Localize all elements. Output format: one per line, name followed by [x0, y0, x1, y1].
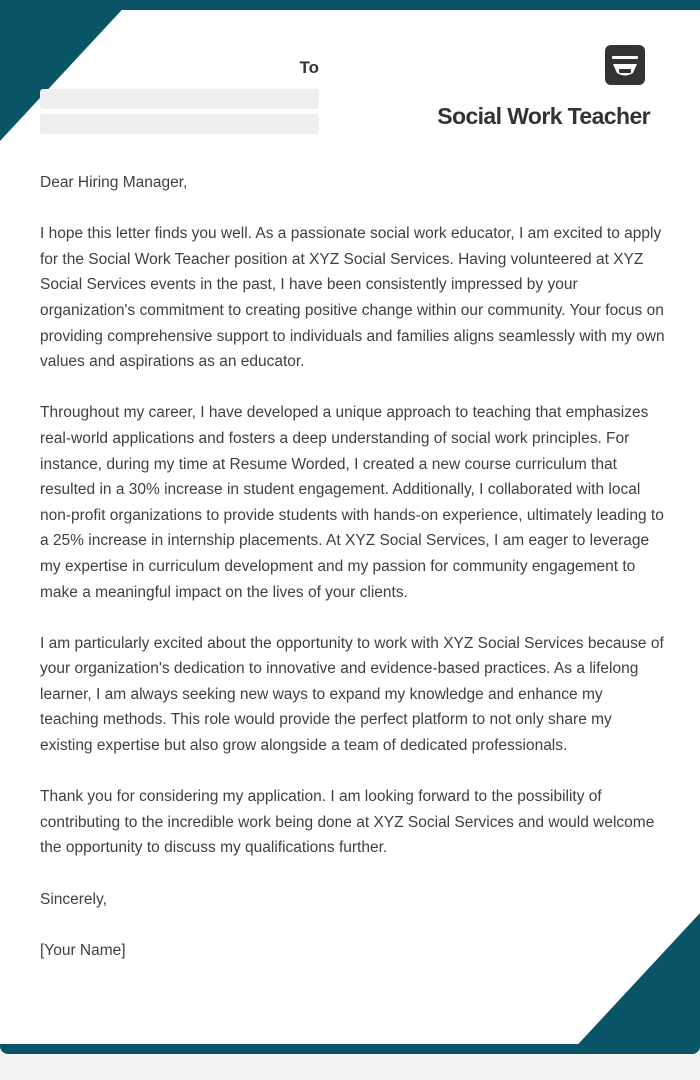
letter-body: [40, 170, 665, 989]
job-title-heading: Social Work Teacher: [437, 103, 650, 129]
letter-paragraph: Throughout my career, I have developed a unique approach to teaching that emphasizes real-world applications and fosters a deep understanding of social work principles. For instance, during my time at Resume Worded, I created a new course curriculum that resulted in a 30% increase in student engagement. Additionally, I collaborated with local non-profit organizations to provide students with hands-on experience, ultimately leading to a 25% increase in internship placements. At XYZ Social Services, I am eager to leverage my expertise in curriculum development and my passion for community engagement to make a meaningful impact on the lives of your clients.: [40, 404, 664, 601]
letter-paragraph: I am particularly excited about the opportunity to work with XYZ Social Services because of your organization's dedication to innovative and evidence-based practices. As a lifelong learner, I am always seeking new ways to expand my knowledge and enhance my teaching methods. This role would provide the perfect platform to not only share my existing expertise but also grow alongside a team of dedicated professionals.: [40, 634, 664, 755]
letter-paragraph: I hope this letter finds you well. As a passionate social work educator, I am excited to apply for the Social Work Teacher position at XYZ Social Services. Having volunteered at XYZ Social Services events in the past, I have been consistently impressed by your organization's commitment to creating positive change within our community. Your focus on providing comprehensive support to individuals and families aligns seamlessly with my own values and aspirations as an educator.: [40, 225, 665, 371]
signature: [Your Name]: [40, 941, 126, 959]
recipient-to-label: To: [299, 58, 319, 77]
recipient-address-placeholder-line: [40, 114, 319, 134]
letter-paragraph: Thank you for considering my application. I am looking forward to the possibility of contributing to the incredible work being done at XYZ Social Services and would welcome the opportunity to discuss my qualifications further.: [40, 788, 655, 857]
salutation: Dear Hiring Manager,: [40, 174, 188, 191]
briefcase-document-icon: [605, 45, 645, 85]
bottom-accent-bar: [0, 1044, 700, 1054]
closing: Sincerely,: [40, 890, 107, 908]
recipient-address-placeholder-line: [40, 89, 319, 109]
